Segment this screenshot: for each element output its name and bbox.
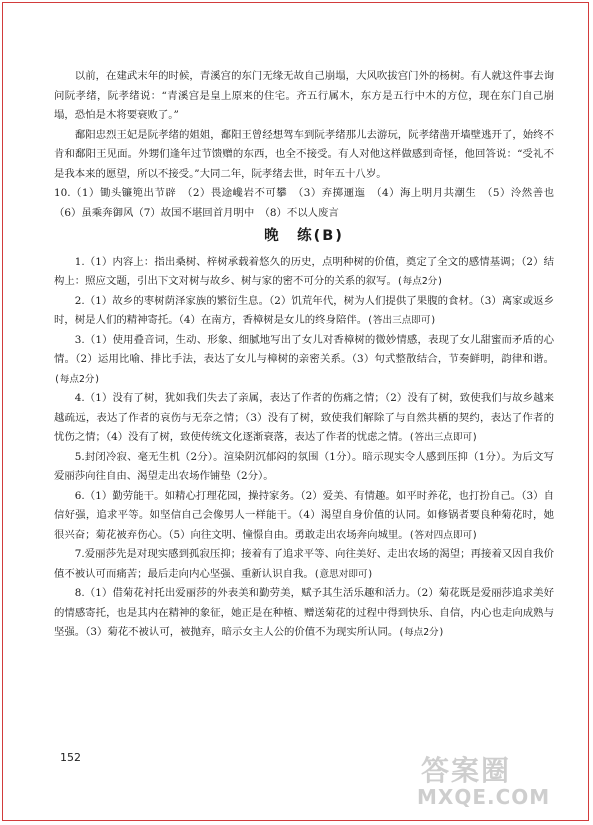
- answer-text: 6.（1）勤劳能干。如精心打理花园，操持家务。（2）爱美、有情趣。如平时养花，也打扮自己。（3）自信好强，追求平等。如坚信自己会像男人一样能干。（4）渴望自身价值的认同。如修锅者要良种菊花时，她很兴奋；菊花被弃伤心。（5）向往文明、憧憬自由。勇敢走出农场奔向城里。: [54, 489, 554, 541]
- watermark-top-text: 答案圈: [421, 754, 512, 787]
- answer-text: 2.（1）故乡的枣树荫泽家族的繁衍生息。（2）饥荒年代，树为人们提供了果腹的食材。（3）离家或返乡时，树是人们的精神寄托。（4）在南方，香樟树是女儿的终身陪伴。: [54, 294, 554, 326]
- page-number: 152: [60, 751, 81, 764]
- scoring-note: (答出三点即可): [367, 315, 437, 326]
- answer-item-7: [54, 545, 554, 584]
- answer-item-5: [54, 448, 554, 487]
- scoring-note: (意思对即可): [313, 568, 374, 580]
- answer-item-8: [54, 584, 554, 643]
- answer-item-6: [54, 487, 554, 546]
- scoring-note: (每点2分): [54, 373, 101, 385]
- watermark-logo: [411, 749, 579, 813]
- scoring-note: (答出三点即可): [408, 432, 478, 443]
- answer-text: 1.（1）内容上：指出桑树、梓树承载着悠久的历史，点明种树的价值，奠定了全文的感情基调；（2）结构上：照应文题，引出下文对树与故乡、树与家的密不可分的关系的叙写。: [54, 255, 554, 287]
- answer-10: 10.（1）锄头镰篼出节辟 （2）畏途巉岩不可攀 （3）弃掷逦迤 （4）海上明月共潮生 （5）泠然善也 （6）虽乘奔御风（7）故国不堪回首月明中 （8）不以人废言: [54, 187, 565, 219]
- answer-item-3: [54, 331, 554, 390]
- answer-item-2: [54, 292, 554, 331]
- answer-text: 4.（1）没有了树，犹如我们失去了亲属，表达了作者的伤痛之情；（2）没有了树，致使我们与故乡越来越疏远，表达了作者的哀伤与无奈之情；（3）没有了树，致使我们解除了与自然共栖的契约，表达了作者的忧伤之情；（4）没有了树，致使传统文化逐渐衰落，表达了作者的忧虑之情。: [54, 392, 554, 443]
- answer-text: 5.封闭冷寂、毫无生机（2分）。渲染阴沉郁闷的氛围（1分）。暗示现实令人感到压抑（1分）。为后文写爱丽莎向往自由、渴望走出农场作铺垫（2分）。: [54, 450, 554, 482]
- answer-item-1: [54, 253, 554, 292]
- answer-text: 7.爱丽莎先是对现实感到孤寂压抑；接着有了追求平等、向往美好、走出农场的渴望；再接着又因自我价值不被认可而痛苦；最后走向内心坚强、重新认识自我。: [54, 548, 554, 580]
- watermark-bottom-text: MXQE.COM: [417, 785, 551, 809]
- passage-paragraph-2: 鄱阳忠烈王妃是阮孝绪的姐姐，鄱阳王曾经想驾车到阮孝绪那儿去游玩，阮孝绪凿开墙壁逃开了，始终不肯和鄱阳王见面。外甥们逢年过节馈赠的东西，也全不接受。有人对他这样做感到奇怪，他回答说：“受礼不是我本来的愿望，所以不接受。”大同二年，阮孝绪去世，时年五十八岁。: [54, 128, 554, 180]
- section-title: 晚 练(B): [264, 228, 344, 244]
- scoring-note: (答对四点即可): [408, 529, 478, 541]
- answer-item-4: [54, 389, 554, 448]
- answer-text: 8.（1）借菊花衬托出爱丽莎的外表美和勤劳美，赋予其生活乐趣和活力。（2）菊花既是爱丽莎追求美好的情感寄托，也是其内在精神的象征，她正是在种植、赠送菊花的过程中得到快乐、自信，内心也走向成熟与坚强。（3）菊花不被认可，被抛弃，暗示女主人公的价值不为现实所认同。: [54, 587, 554, 638]
- passage-paragraph-1: 以前，在建武末年的时候，青溪宫的东门无缘无故自己崩塌，大风吹拔宫门外的杨树。有人就这件事去询问阮孝绪，阮孝绪说：“青溪宫是皇上原来的住宅。齐五行属木，东方是五行中木的方位，现在东门自己崩塌，恐怕是木将要衰败了。”: [54, 70, 554, 121]
- scoring-note: (每点2分): [396, 276, 443, 287]
- answer-text: 3.（1）使用叠音词，生动、形象、细腻地写出了女儿对香樟树的微妙情感，表现了女儿甜蜜而矛盾的心情。（2）运用比喻、排比手法，表达了女儿与樟树的亲密关系。（3）句式整散结合，节奏鲜明，韵律和谐。: [54, 333, 554, 365]
- page-content: [54, 67, 565, 643]
- scoring-note: (每点2分): [398, 627, 445, 638]
